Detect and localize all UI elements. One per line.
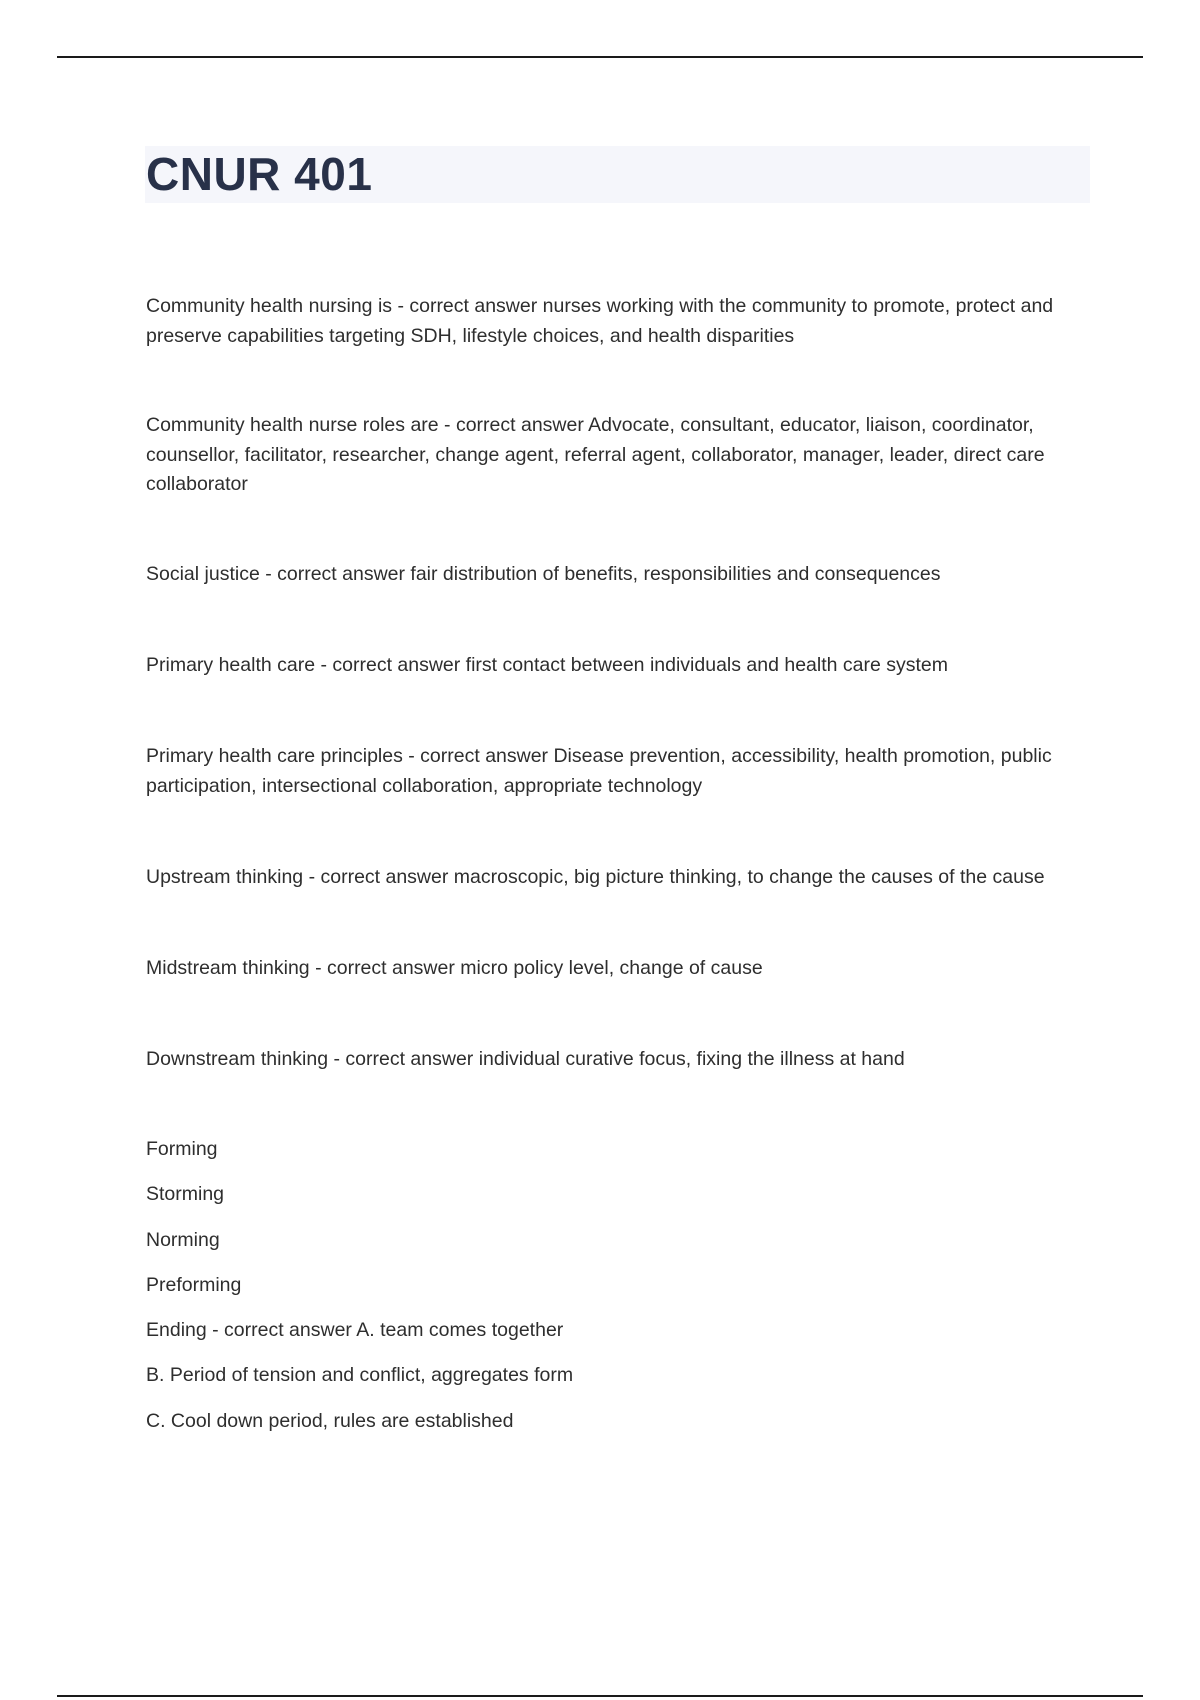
qa-entry-phc-principles: Primary health care principles - correct answer Disease prevention, accessibility, health promotion, public participation, intersectional collaboration, appropriate technology — [146, 745, 1052, 797]
qa-entry-upstream-thinking: Upstream thinking - correct answer macroscopic, big picture thinking, to change the causes of the cause — [146, 866, 1045, 888]
stage-line: Forming — [146, 1138, 218, 1160]
stage-line: C. Cool down period, rules are established — [146, 1409, 514, 1432]
bottom-rule — [57, 1695, 1143, 1697]
stage-line: Preforming — [146, 1273, 242, 1296]
qa-entry-midstream-thinking: Midstream thinking - correct answer micro policy level, change of cause — [146, 957, 763, 979]
qa-entry-social-justice: Social justice - correct answer fair distribution of benefits, responsibilities and consequences — [146, 563, 941, 585]
qa-entry-community-health-nursing: Community health nursing is - correct answer nurses working with the community to promote, protect and preserve capabilities targeting SDH, lifestyle choices, and health disparities — [146, 295, 1054, 347]
page-title: CNUR 401 — [146, 148, 373, 200]
stage-line: Storming — [146, 1183, 225, 1206]
stage-line: B. Period of tension and conflict, aggregates form — [146, 1364, 574, 1387]
stage-line: Ending - correct answer A. team comes together — [146, 1319, 564, 1342]
top-rule — [57, 56, 1143, 58]
group-stages-list — [146, 1135, 573, 1452]
stage-line: Norming — [146, 1228, 220, 1251]
qa-entry-downstream-thinking: Downstream thinking - correct answer individual curative focus, fixing the illness at hand — [146, 1048, 905, 1070]
qa-entry-primary-health-care: Primary health care - correct answer first contact between individuals and health care system — [146, 654, 949, 676]
qa-entry-nurse-roles: Community health nurse roles are - correct answer Advocate, consultant, educator, liaison, coordinator, counsellor, facilitator, researcher, change agent, referral agent, collaborator, manager, leader, direct care collaborator — [146, 414, 1045, 495]
